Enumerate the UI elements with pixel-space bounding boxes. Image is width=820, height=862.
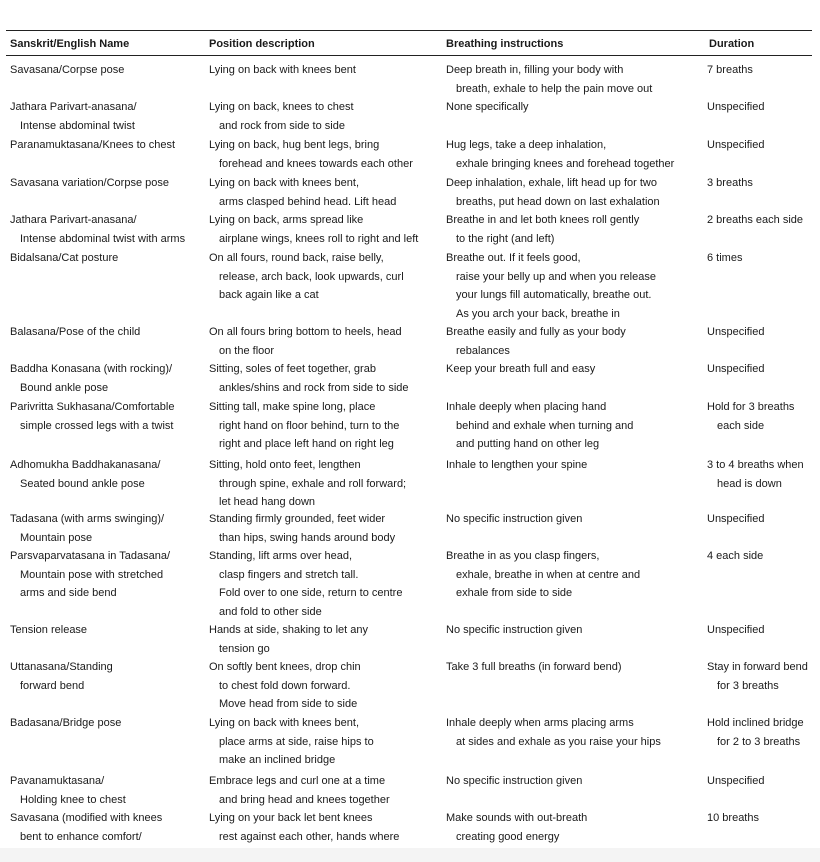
cell-line: head is down bbox=[717, 477, 782, 490]
cell-line: Unspecified bbox=[707, 139, 765, 151]
breathing-cell bbox=[446, 658, 621, 677]
duration-cell bbox=[707, 98, 764, 117]
name-cell bbox=[10, 98, 137, 135]
position-cell bbox=[209, 360, 409, 397]
cell-line: Hold for 3 breaths bbox=[707, 401, 795, 413]
cell-line: Holding knee to chest bbox=[20, 793, 126, 806]
cell-line: 2 breaths each side bbox=[707, 214, 804, 226]
header-name: Sanskrit/English Name bbox=[10, 38, 130, 50]
name-cell bbox=[10, 323, 140, 342]
breathing-cell bbox=[446, 714, 661, 751]
cell-line: On softly bent knees, drop chin bbox=[209, 661, 361, 673]
cell-line: No specific instruction given bbox=[446, 513, 583, 525]
duration-cell bbox=[707, 398, 794, 435]
duration-cell bbox=[707, 456, 804, 493]
cell-line: 10 breaths bbox=[707, 812, 759, 824]
cell-line: Inhale to lengthen your spine bbox=[446, 459, 588, 471]
cell-line: Lying on back with knees bent, bbox=[209, 717, 360, 729]
cell-line: Baddha Konasana (with rocking)/ bbox=[10, 363, 173, 375]
cell-line: Sitting, soles of feet together, grab bbox=[209, 363, 376, 375]
name-cell bbox=[10, 714, 121, 733]
cell-line: back again like a cat bbox=[219, 289, 319, 302]
cell-line: Savasana/Corpse pose bbox=[10, 64, 125, 76]
cell-line: Standing firmly grounded, feet wider bbox=[209, 513, 386, 525]
cell-line: forehead and knees towards each other bbox=[219, 157, 413, 170]
cell-line: exhale, breathe in when at centre and bbox=[456, 568, 641, 581]
cell-line: and rock from side to side bbox=[219, 119, 345, 132]
cell-line: to the right (and left) bbox=[456, 232, 555, 245]
position-cell bbox=[209, 772, 390, 809]
cell-line: Standing, lift arms over head, bbox=[209, 550, 353, 562]
name-cell bbox=[10, 809, 162, 846]
cell-line: creating good energy bbox=[456, 830, 560, 843]
position-cell bbox=[209, 174, 396, 211]
name-cell bbox=[10, 61, 124, 80]
position-cell bbox=[209, 98, 354, 135]
cell-line: at sides and exhale as you raise your hips bbox=[456, 735, 661, 748]
name-cell bbox=[10, 360, 172, 397]
duration-cell bbox=[707, 547, 763, 566]
breathing-cell bbox=[446, 360, 595, 379]
breathing-cell bbox=[446, 547, 640, 603]
name-cell bbox=[10, 772, 126, 809]
name-cell bbox=[10, 249, 118, 268]
cell-line: through spine, exhale and roll forward; bbox=[219, 477, 407, 490]
cell-line: Parsvaparvatasana in Tadasana/ bbox=[10, 550, 171, 562]
cell-line: Jathara Parivart-anasana/ bbox=[10, 214, 137, 226]
cell-line: Unspecified bbox=[707, 101, 765, 113]
cell-line: Badasana/Bridge pose bbox=[10, 717, 122, 729]
cell-line: exhale bringing knees and forehead together bbox=[456, 157, 675, 170]
cell-line: Fold over to one side, return to centre bbox=[219, 587, 403, 600]
cell-line: Inhale deeply when placing hand bbox=[446, 401, 607, 413]
breathing-cell bbox=[446, 211, 639, 248]
cell-line: Sitting, hold onto feet, lengthen bbox=[209, 459, 361, 471]
cell-line: release, arch back, look upwards, curl bbox=[219, 270, 404, 283]
header-rule bbox=[6, 55, 812, 56]
breathing-cell bbox=[446, 398, 633, 454]
cell-line: On all fours bring bottom to heels, head bbox=[209, 326, 402, 338]
cell-line: tension go bbox=[219, 642, 270, 655]
breathing-cell bbox=[446, 249, 656, 323]
duration-cell bbox=[707, 621, 764, 640]
breathing-cell bbox=[446, 136, 674, 173]
cell-line: 7 breaths bbox=[707, 64, 753, 76]
duration-cell bbox=[707, 772, 764, 791]
cell-line: Breathe easily and fully as your body bbox=[446, 326, 626, 338]
cell-line: Balasana/Pose of the child bbox=[10, 326, 141, 338]
duration-cell bbox=[707, 136, 764, 155]
cell-line: Breathe in and let both knees roll gently bbox=[446, 214, 640, 226]
cell-line: Bidalsana/Cat posture bbox=[10, 252, 119, 264]
position-cell bbox=[209, 809, 399, 846]
cell-line: Lying on back, arms spread like bbox=[209, 214, 364, 226]
cell-line: Tension release bbox=[10, 624, 88, 636]
cell-line: Unspecified bbox=[707, 775, 765, 787]
duration-cell bbox=[707, 211, 803, 230]
position-cell bbox=[209, 249, 404, 305]
name-cell bbox=[10, 658, 113, 695]
cell-line: As you arch your back, breathe in bbox=[456, 307, 620, 320]
position-cell bbox=[209, 621, 368, 658]
breathing-cell bbox=[446, 61, 652, 98]
cell-line: and putting hand on other leg bbox=[456, 438, 600, 451]
breathing-cell bbox=[446, 621, 582, 640]
duration-cell bbox=[707, 61, 753, 80]
cell-line: bent to enhance comfort/ bbox=[20, 830, 142, 843]
duration-cell bbox=[707, 809, 759, 828]
cell-line: Bound ankle pose bbox=[20, 381, 109, 394]
cell-line: and bring head and knees together bbox=[219, 793, 390, 806]
name-cell bbox=[10, 174, 169, 193]
cell-line: exhale from side to side bbox=[456, 587, 573, 600]
cell-line: rebalances bbox=[456, 344, 510, 357]
cell-line: right and place left hand on right leg bbox=[219, 438, 394, 451]
cell-line: Hands at side, shaking to let any bbox=[209, 624, 368, 636]
name-cell bbox=[10, 211, 185, 248]
name-cell bbox=[10, 136, 175, 155]
position-cell bbox=[209, 323, 402, 360]
cell-line: Breathe out. If it feels good, bbox=[446, 252, 581, 264]
cell-line: make an inclined bridge bbox=[219, 754, 336, 767]
cell-line: rest against each other, hands where bbox=[219, 830, 400, 843]
cell-line: let head hang down bbox=[219, 496, 316, 509]
duration-cell bbox=[707, 249, 742, 268]
name-cell bbox=[10, 398, 174, 435]
cell-line: Deep breath in, filling your body with bbox=[446, 64, 624, 76]
duration-cell bbox=[707, 323, 764, 342]
cell-line: Unspecified bbox=[707, 513, 765, 525]
cell-line: Take 3 full breaths (in forward bend) bbox=[446, 661, 622, 673]
cell-line: airplane wings, knees roll to right and left bbox=[219, 232, 419, 245]
bottom-edge bbox=[0, 848, 820, 862]
position-cell bbox=[209, 714, 374, 770]
breathing-cell bbox=[446, 323, 626, 360]
cell-line: Hold inclined bridge bbox=[707, 717, 804, 729]
cell-line: breath, exhale to help the pain move out bbox=[456, 82, 653, 95]
cell-line: arms and side bend bbox=[20, 587, 117, 600]
cell-line: 3 to 4 breaths when bbox=[707, 459, 804, 471]
cell-line: to chest fold down forward. bbox=[219, 679, 351, 692]
cell-line: clasp fingers and stretch tall. bbox=[219, 568, 359, 581]
breathing-cell bbox=[446, 174, 660, 211]
cell-line: 6 times bbox=[707, 252, 743, 264]
breathing-cell bbox=[446, 809, 587, 846]
cell-line: Unspecified bbox=[707, 326, 765, 338]
cell-line: Seated bound ankle pose bbox=[20, 477, 145, 490]
cell-line: Paranamuktasana/Knees to chest bbox=[10, 139, 176, 151]
cell-line: Deep inhalation, exhale, lift head up for two bbox=[446, 177, 657, 189]
cell-line: ankles/shins and rock from side to side bbox=[219, 381, 409, 394]
cell-line: Stay in forward bend bbox=[707, 661, 808, 673]
cell-line: Intense abdominal twist with arms bbox=[20, 232, 186, 245]
cell-line: for 3 breaths bbox=[717, 679, 779, 692]
cell-line: Savasana variation/Corpse pose bbox=[10, 177, 169, 189]
header-duration: Duration bbox=[709, 38, 755, 50]
cell-line: Mountain pose with stretched bbox=[20, 568, 164, 581]
cell-line: arms clasped behind head. Lift head bbox=[219, 195, 397, 208]
cell-line: Lying on back, knees to chest bbox=[209, 101, 354, 113]
cell-line: forward bend bbox=[20, 679, 85, 692]
cell-line: than hips, swing hands around body bbox=[219, 531, 396, 544]
cell-line: Lying on back with knees bent bbox=[209, 64, 356, 76]
cell-line: Uttanasana/Standing bbox=[10, 661, 113, 673]
breathing-cell bbox=[446, 772, 582, 791]
cell-line: No specific instruction given bbox=[446, 775, 583, 787]
position-cell bbox=[209, 658, 361, 714]
name-cell bbox=[10, 456, 160, 493]
top-rule bbox=[6, 30, 812, 31]
name-cell bbox=[10, 510, 164, 547]
cell-line: each side bbox=[717, 419, 765, 432]
duration-cell bbox=[707, 714, 804, 751]
name-cell bbox=[10, 621, 87, 640]
cell-line: 3 breaths bbox=[707, 177, 753, 189]
position-cell bbox=[209, 211, 418, 248]
cell-line: on the floor bbox=[219, 344, 275, 357]
cell-line: Unspecified bbox=[707, 624, 765, 636]
header-position: Position description bbox=[209, 38, 315, 50]
breathing-cell bbox=[446, 98, 529, 117]
cell-line: None specifically bbox=[446, 101, 529, 113]
duration-cell bbox=[707, 510, 764, 529]
position-cell bbox=[209, 456, 406, 512]
cell-line: your lungs fill automatically, breathe out. bbox=[456, 289, 652, 302]
position-cell bbox=[209, 61, 356, 80]
cell-line: and fold to other side bbox=[219, 605, 322, 618]
cell-line: Intense abdominal twist bbox=[20, 119, 135, 132]
cell-line: behind and exhale when turning and bbox=[456, 419, 634, 432]
name-cell bbox=[10, 547, 170, 603]
cell-line: Sitting tall, make spine long, place bbox=[209, 401, 376, 413]
cell-line: breaths, put head down on last exhalation bbox=[456, 195, 660, 208]
cell-line: Breathe in as you clasp fingers, bbox=[446, 550, 600, 562]
cell-line: Unspecified bbox=[707, 363, 765, 375]
cell-line: right hand on floor behind, turn to the bbox=[219, 419, 400, 432]
duration-cell bbox=[707, 658, 808, 695]
duration-cell bbox=[707, 174, 753, 193]
breathing-cell bbox=[446, 456, 587, 475]
cell-line: Tadasana (with arms swinging)/ bbox=[10, 513, 165, 525]
cell-line: Lying on back with knees bent, bbox=[209, 177, 360, 189]
cell-line: Pavanamuktasana/ bbox=[10, 775, 105, 787]
cell-line: Move head from side to side bbox=[219, 698, 358, 711]
cell-line: On all fours, round back, raise belly, bbox=[209, 252, 384, 264]
cell-line: Hug legs, take a deep inhalation, bbox=[446, 139, 607, 151]
cell-line: Parivritta Sukhasana/Comfortable bbox=[10, 401, 175, 413]
cell-line: raise your belly up and when you release bbox=[456, 270, 656, 283]
position-cell bbox=[209, 547, 402, 621]
cell-line: place arms at side, raise hips to bbox=[219, 735, 374, 748]
cell-line: Make sounds with out-breath bbox=[446, 812, 588, 824]
cell-line: Embrace legs and curl one at a time bbox=[209, 775, 386, 787]
cell-line: simple crossed legs with a twist bbox=[20, 419, 174, 432]
position-cell bbox=[209, 136, 413, 173]
header-breathing: Breathing instructions bbox=[446, 38, 564, 50]
position-cell bbox=[209, 510, 395, 547]
cell-line: Lying on back, hug bent legs, bring bbox=[209, 139, 380, 151]
cell-line: Mountain pose bbox=[20, 531, 93, 544]
cell-line: 4 each side bbox=[707, 550, 764, 562]
cell-line: Inhale deeply when arms placing arms bbox=[446, 717, 634, 729]
cell-line: Keep your breath full and easy bbox=[446, 363, 596, 375]
cell-line: Adhomukha Baddhakanasana/ bbox=[10, 459, 161, 471]
cell-line: for 2 to 3 breaths bbox=[717, 735, 801, 748]
cell-line: Lying on your back let bent knees bbox=[209, 812, 373, 824]
cell-line: No specific instruction given bbox=[446, 624, 583, 636]
cell-line: Jathara Parivart-anasana/ bbox=[10, 101, 137, 113]
position-cell bbox=[209, 398, 399, 454]
cell-line: Savasana (modified with knees bbox=[10, 812, 163, 824]
duration-cell bbox=[707, 360, 764, 379]
breathing-cell bbox=[446, 510, 582, 529]
